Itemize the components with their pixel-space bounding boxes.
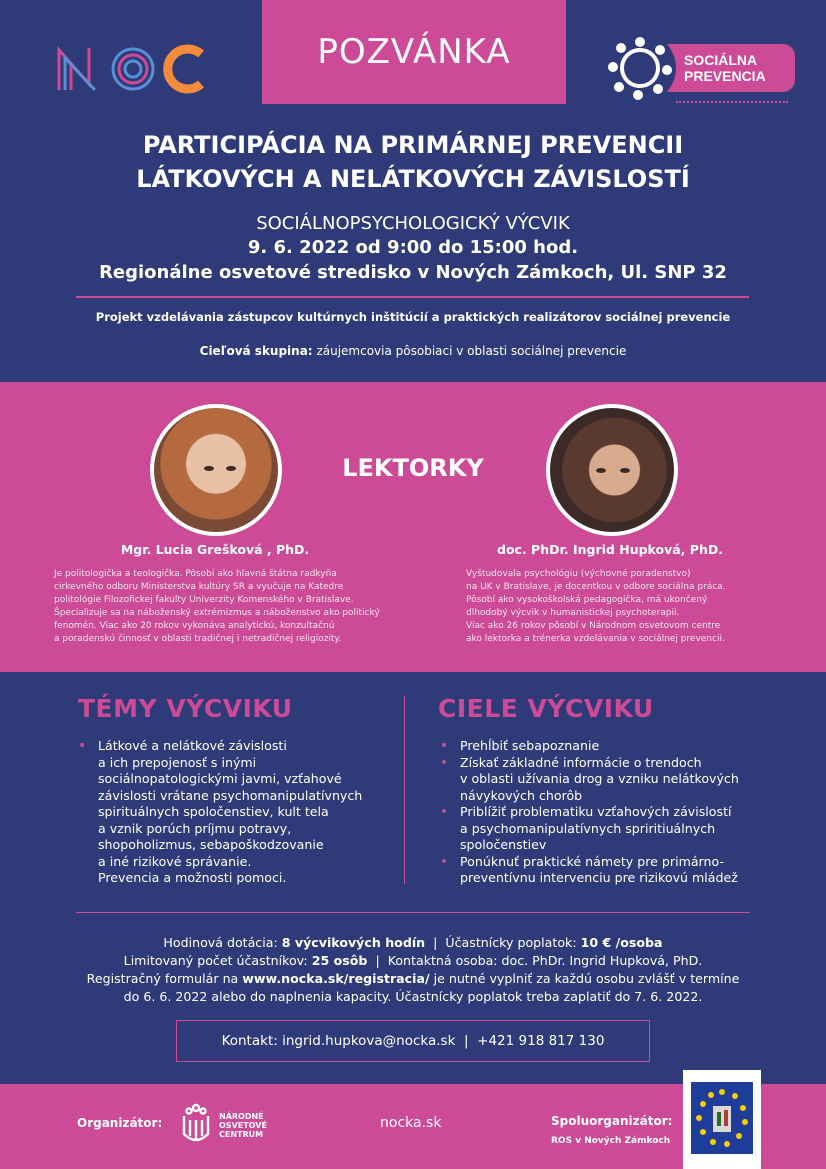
bio-line: fenomén. Viac ako 20 rokov vykonáva analytickú, konzultačnú [54,621,335,631]
coorganizer-name: ROS v Nových Zámkoch [551,1136,671,1146]
coorganizer-label: Spoluorganizátor: [551,1114,673,1128]
registration-suffix: je nutné vyplniť za každú osobu zvlášť v termíne [433,971,740,986]
contact-phone[interactable]: +421 918 817 130 [477,1033,605,1049]
coorganizer-logo [683,1070,761,1169]
info-separator: | [375,953,380,968]
bio-line: Je politologička a teologička. Pôsobí ako hlavná štátna radkyňa [54,569,337,579]
header-section [0,0,826,382]
topics-goals-section [0,672,826,1084]
list-item: • Priblížiť problematiku vzťahových závislostí a psychomanipulatívnych spriritiuálnych spoločenstiev [440,804,770,854]
topics-heading: TÉMY VÝCVIKU [78,694,293,723]
fee-value: 10 € /osoba [580,935,663,950]
bio-line: Špecializuje sa na náboženský extrémizmus a náboženstvo ako politický [54,608,380,618]
registration-link[interactable]: www.nocka.sk/registracia/ [242,971,430,986]
limit-label: Limitovaný počet účastníkov: [123,953,308,968]
contact-label: Kontakt: [221,1033,278,1049]
goals-heading: CIELE VÝCVIKU [438,694,654,723]
title-line-2: LÁTKOVÝCH A NELÁTKOVÝCH ZÁVISLOSTÍ [136,165,690,193]
info-line-3 [0,970,826,988]
contact-box [176,1020,650,1062]
info-divider [76,912,750,913]
star-flag-icon [691,1082,753,1154]
list-item: • Ponúknuť praktické námety pre primárno- preventívnu intervenciu pre rizikovú mládež [440,854,770,887]
bio-line: a poradenskú činnosť v oblasti tradičnej i netradičnej religiozity. [54,634,342,644]
bio-line: ako lektorka a trénerka vzdelávania v sociálnej prevencii. [466,634,725,644]
lecturer-bio-2 [466,568,766,646]
eye-shape [620,468,630,473]
noc-logo [55,44,207,94]
bio-line: cirkevného odboru Ministerstva kultúry SR a vyučuje na Katedre [54,582,344,592]
lecturer-photo-2 [546,404,678,536]
bio-line: politológie Filozofickej fakulty Univerzity Komenského v Bratislave. [54,595,354,605]
target-group [0,342,826,360]
bio-line: dlhodobý výcvik v humanistickej psychoterapii. [466,608,680,618]
invitation-badge [262,0,566,104]
bio-line: na UK v Bratislave, je docentkou v odbore sociálna práca. [466,582,726,592]
eye-shape [596,468,606,473]
subtitle: SOCIÁLNOPSYCHOLOGICKÝ VÝCVIK [256,213,570,234]
bio-line: Vyštudovala psychológiu (výchovné poradenstvo) [466,569,691,579]
lecturers-heading: LEKTORKY [342,454,484,482]
event-date: 9. 6. 2022 od 9:00 do 15:00 hod. [247,237,579,258]
hours-label: Hodinová dotácia: [163,935,278,950]
list-item: • Látkové a nelátkové závislosti a ich prepojenosť s inými sociálnopatologickými javmi, vzťahové závislosti vrátane psychomanipulatívnych spirituálnych spoločenstiev, kult tela a vznik porúch príjmu potravy, shopoholizmus, sebapoškodzovanie a iné rizikové správanie. Prevencia a možnosti pomoci. [78,738,378,887]
goals-list [440,738,770,887]
info-line-4: do 6. 6. 2022 alebo do naplnenia kapacity. Účastnícky poplatok treba zaplatiť do 7. 6. 2022. [123,989,703,1004]
info-line-2 [0,952,826,970]
noc-line-2: OSVETOVÉ [219,1121,267,1130]
social-prevention-line2: PREVENCIA [684,68,766,84]
event-info [0,934,826,1006]
website-link[interactable]: nocka.sk [380,1115,442,1131]
dotted-divider [676,101,788,103]
lecturer-bio-1 [54,568,434,646]
noc-line-1: NÁRODNÉ [219,1112,264,1121]
organizer-label: Organizátor: [77,1116,163,1130]
noc-wordmark [219,1112,267,1139]
title-line-1: PARTICIPÁCIA NA PRIMÁRNEJ PREVENCII [142,131,684,159]
column-divider [404,696,405,884]
event-venue: Regionálne osvetové stredisko v Nových Zámkoch, Ul. SNP 32 [99,262,727,283]
project-description: Projekt vzdelávania zástupcov kultúrnych inštitúcií a praktických realizátorov sociálnej prevencie [95,310,731,324]
registration-prefix: Registračný formulár na [86,971,239,986]
topics-list [78,738,378,887]
target-group-text: záujemcovia pôsobiaci v oblasti sociálnej prevencie [316,344,627,358]
footer [0,1084,826,1169]
social-prevention-line1: SOCIÁLNA [684,52,758,68]
contact-person: Kontaktná osoba: doc. PhDr. Ingrid Hupková, PhD. [387,953,703,968]
contact-separator: | [464,1033,469,1049]
header-divider [76,296,749,298]
info-separator: | [433,935,438,950]
page-title [0,128,826,196]
noc-emblem-icon [180,1102,212,1146]
people-circle-icon [604,32,676,104]
info-line-1 [0,934,826,952]
contact-email[interactable]: ingrid.hupkova@nocka.sk [282,1033,456,1049]
target-group-label: Cieľová skupina: [199,344,313,358]
bio-line: Pôsobí ako vysokoškolská pedagogička, má ukončený [466,595,708,605]
lecturer-name-2: doc. PhDr. Ingrid Hupková, PhD. [497,542,723,557]
lecturer-name-1: Mgr. Lucia Grešková , PhD. [120,542,310,557]
hours-value: 8 výcvikových hodín [281,935,426,950]
lecturers-section [0,382,826,672]
bio-line: Viac ako 26 rokov pôsobí v Národnom osvetovom centre [466,621,721,631]
limit-value: 25 osôb [311,953,368,968]
list-item: • Prehĺbiť sebapoznanie [440,738,770,755]
fee-label: Účastnícky poplatok: [445,935,577,950]
noc-line-3: CENTRUM [219,1130,264,1139]
invitation-badge-text: POZVÁNKA [317,32,511,72]
list-item: • Získať základné informácie o trendoch v oblasti užívania drog a vzniku nelátkových návykových chorôb [440,755,770,805]
